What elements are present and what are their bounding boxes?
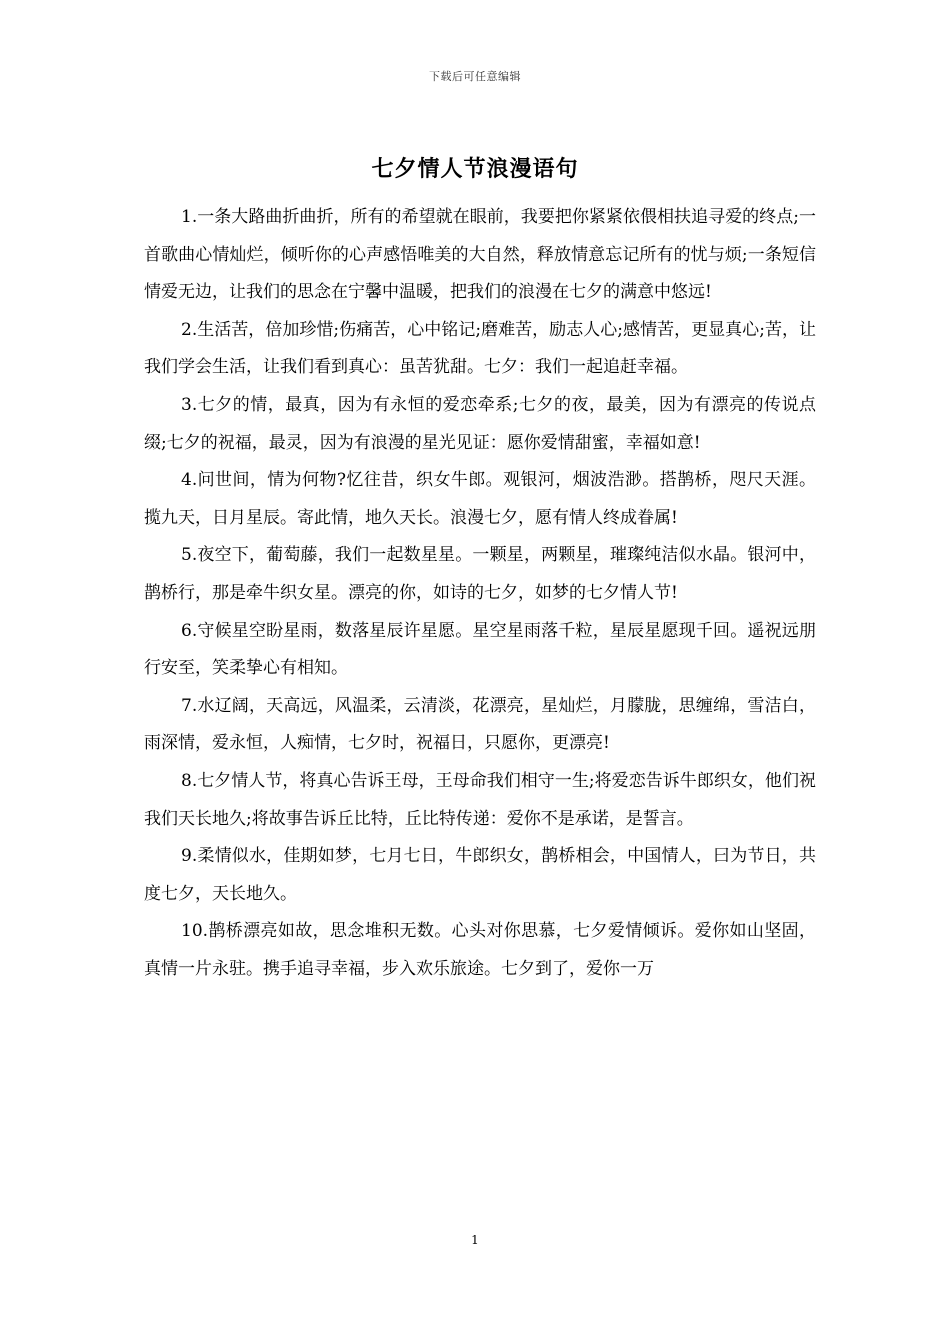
paragraph-5: 5.夜空下，葡萄藤，我们一起数星星。一颗星，两颗星，璀璨纯洁似水晶。银河中，鹊桥行，那是牵牛织女星。漂亮的你，如诗的七夕，如梦的七夕情人节!	[144, 545, 816, 603]
paragraph-10: 10.鹊桥漂亮如故，思念堆积无数。心头对你思慕，七夕爱情倾诉。爱你如山坚固，真情一片永驻。携手追寻幸福，步入欢乐旅途。七夕到了，爱你一万	[144, 921, 816, 979]
paragraph-1: 1.一条大路曲折曲折，所有的希望就在眼前，我要把你紧紧依偎相扶追寻爱的终点;一首歌曲心情灿烂，倾听你的心声感悟唯美的大自然，释放情意忘记所有的忧与烦;一条短信情爱无边，让我们的思念在宁馨中温暖，把我们的浪漫在七夕的满意中悠远!	[144, 207, 816, 303]
header-note: 下载后可任意编辑	[429, 70, 521, 83]
paragraph-9: 9.柔情似水，佳期如梦，七月七日，牛郎织女，鹊桥相会，中国情人，曰为节日，共度七夕，天长地久。	[144, 846, 816, 904]
paragraph-4: 4.问世间，情为何物?忆往昔，织女牛郎。观银河，烟波浩渺。搭鹊桥，咫尺天涯。揽九天，日月星辰。寄此情，地久天长。浪漫七夕，愿有情人终成眷属!	[144, 470, 816, 528]
paragraph-6: 6.守候星空盼星雨，数落星辰许星愿。星空星雨落千粒，星辰星愿现千回。遥祝远朋行安至，笑柔挚心有相知。	[144, 620, 816, 679]
page-number: 1	[471, 1233, 479, 1247]
paragraph-8: 8.七夕情人节，将真心告诉王母，王母命我们相守一生;将爱恋告诉牛郎织女，他们祝我们天长地久;将故事告诉丘比特，丘比特传递：爱你不是承诺，是誓言。	[144, 770, 816, 829]
paragraph-3: 3.七夕的情，最真，因为有永恒的爱恋牵系;七夕的夜，最美，因为有漂亮的传说点缀;七夕的祝福，最灵，因为有浪漫的星光见证：愿你爱情甜蜜，幸福如意!	[144, 394, 816, 453]
document-body	[144, 199, 816, 988]
paragraph-2: 2.生活苦，倍加珍惜;伤痛苦，心中铭记;磨难苦，励志人心;感情苦，更显真心;苦，让我们学会生活，让我们看到真心：虽苦犹甜。七夕：我们一起追赶幸福。	[144, 319, 816, 378]
document-title: 七夕情人节浪漫语句	[371, 156, 579, 182]
paragraph-7: 7.水辽阔，天高远，风温柔，云清淡，花漂亮，星灿烂，月朦胧，思缠绵，雪洁白，雨深情，爱永恒，人痴情，七夕时，祝福日，只愿你，更漂亮!	[144, 695, 816, 754]
